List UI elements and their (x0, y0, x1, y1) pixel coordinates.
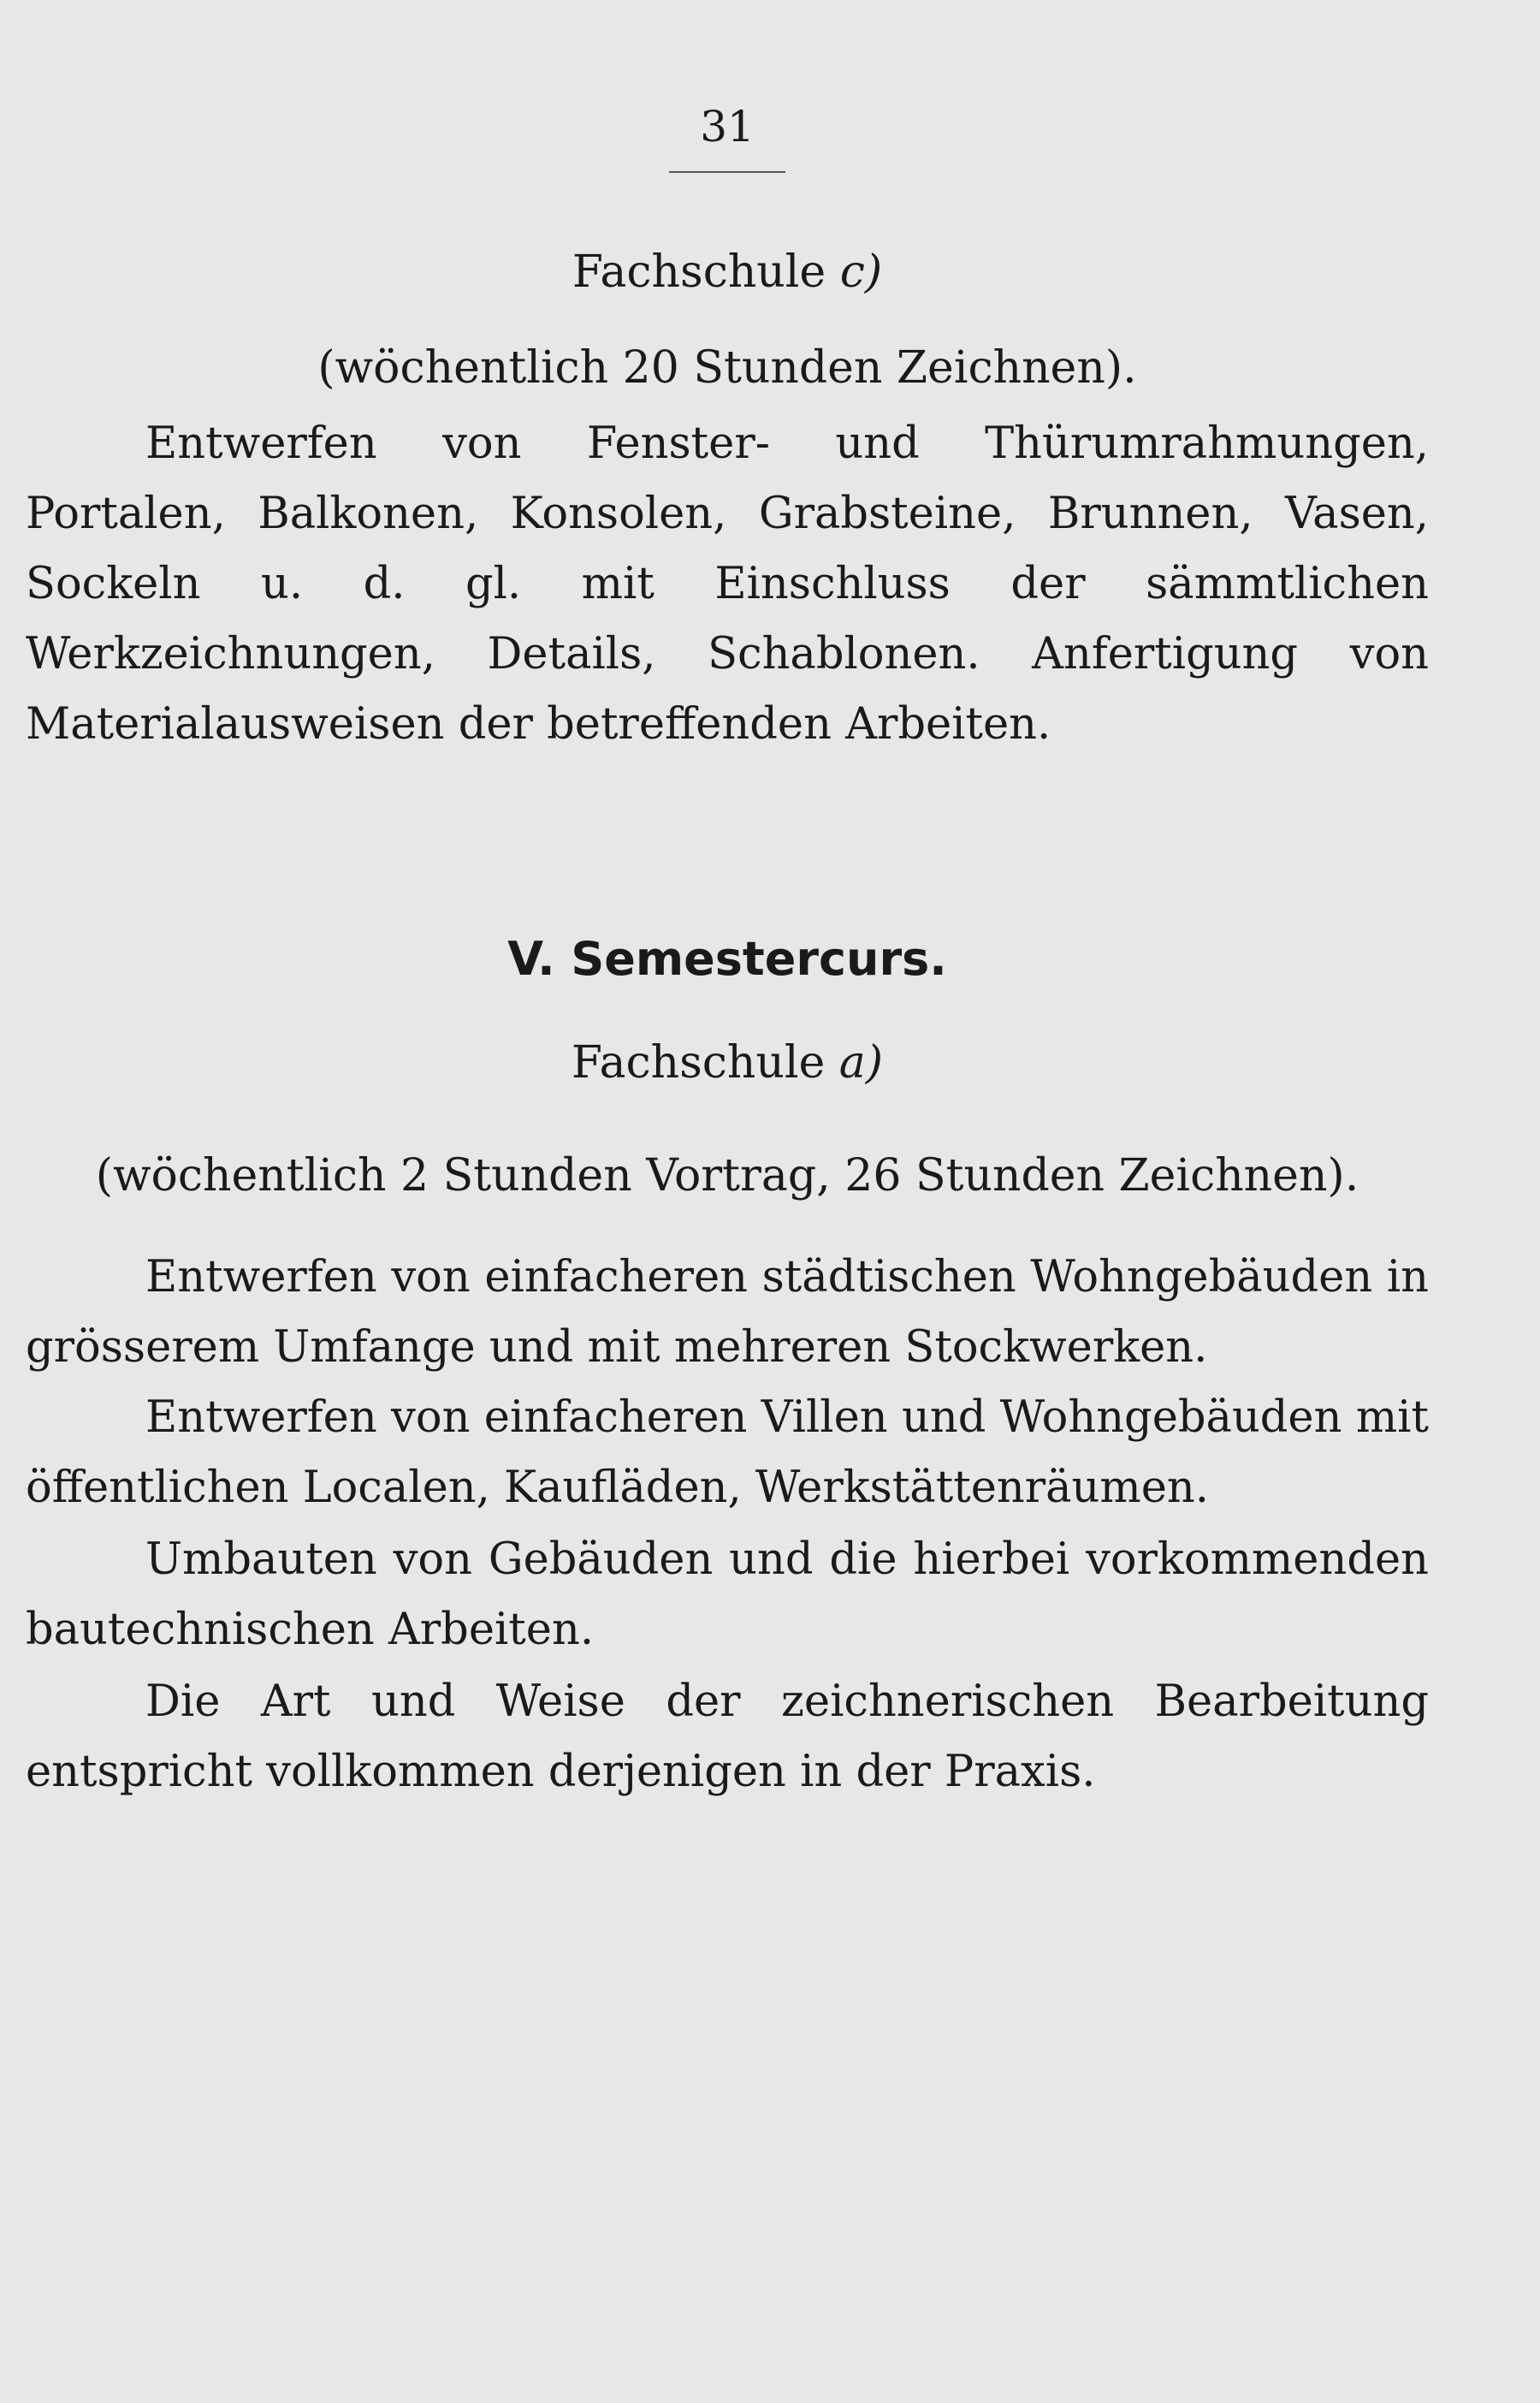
semester-v-paragraph-4: Die Art und Weise der zeichnerischen Bearbeitung entspricht vollkommen derjenigen in der Praxis. (26, 1676, 1429, 1797)
section-c-paragraph: Entwerfen von Fenster- und Thürumrahmungen, Portalen, Balkonen, Konsolen, Grabsteine, Brunnen, Vasen, Sockeln u. d. gl. mit Einschluss der sämmtlichen Werkzeichnungen, Details, Schablonen. Anfertigung von Materialausweisen der betreffenden Arbeiten. (26, 418, 1429, 750)
section-c-letter: c) (839, 246, 883, 298)
semester-v-letter: a) (838, 1037, 884, 1089)
semester-v-paragraph-1: Entwerfen von einfacheren städtischen Wohngebäuden in grösserem Umfange und mit mehreren Stockwerken. (26, 1252, 1429, 1373)
section-c-hours: (wöchentlich 20 Stunden Zeichnen). (317, 342, 1137, 394)
semester-v-heading (0, 1035, 1454, 1090)
section-c-school: Fachschule (572, 246, 826, 298)
semester-v-hours: (wöchentlich 2 Stunden Vortrag, 26 Stunden Zeichnen). (95, 1150, 1359, 1202)
page-number: 31 (700, 102, 755, 151)
semester-v-title: V. Semestercurs. (507, 932, 947, 986)
page-number-rule (669, 171, 785, 173)
section-c-heading (0, 245, 1454, 300)
semester-v-school: Fachschule (571, 1037, 826, 1089)
semester-v-paragraph-2: Entwerfen von einfacheren Villen und Wohngebäuden mit öffentlichen Localen, Kaufläden, Werkstättenräumen. (26, 1392, 1429, 1513)
semester-v-paragraph-3: Umbauten von Gebäuden und die hierbei vorkommenden bautechnischen Arbeiten. (26, 1534, 1429, 1655)
